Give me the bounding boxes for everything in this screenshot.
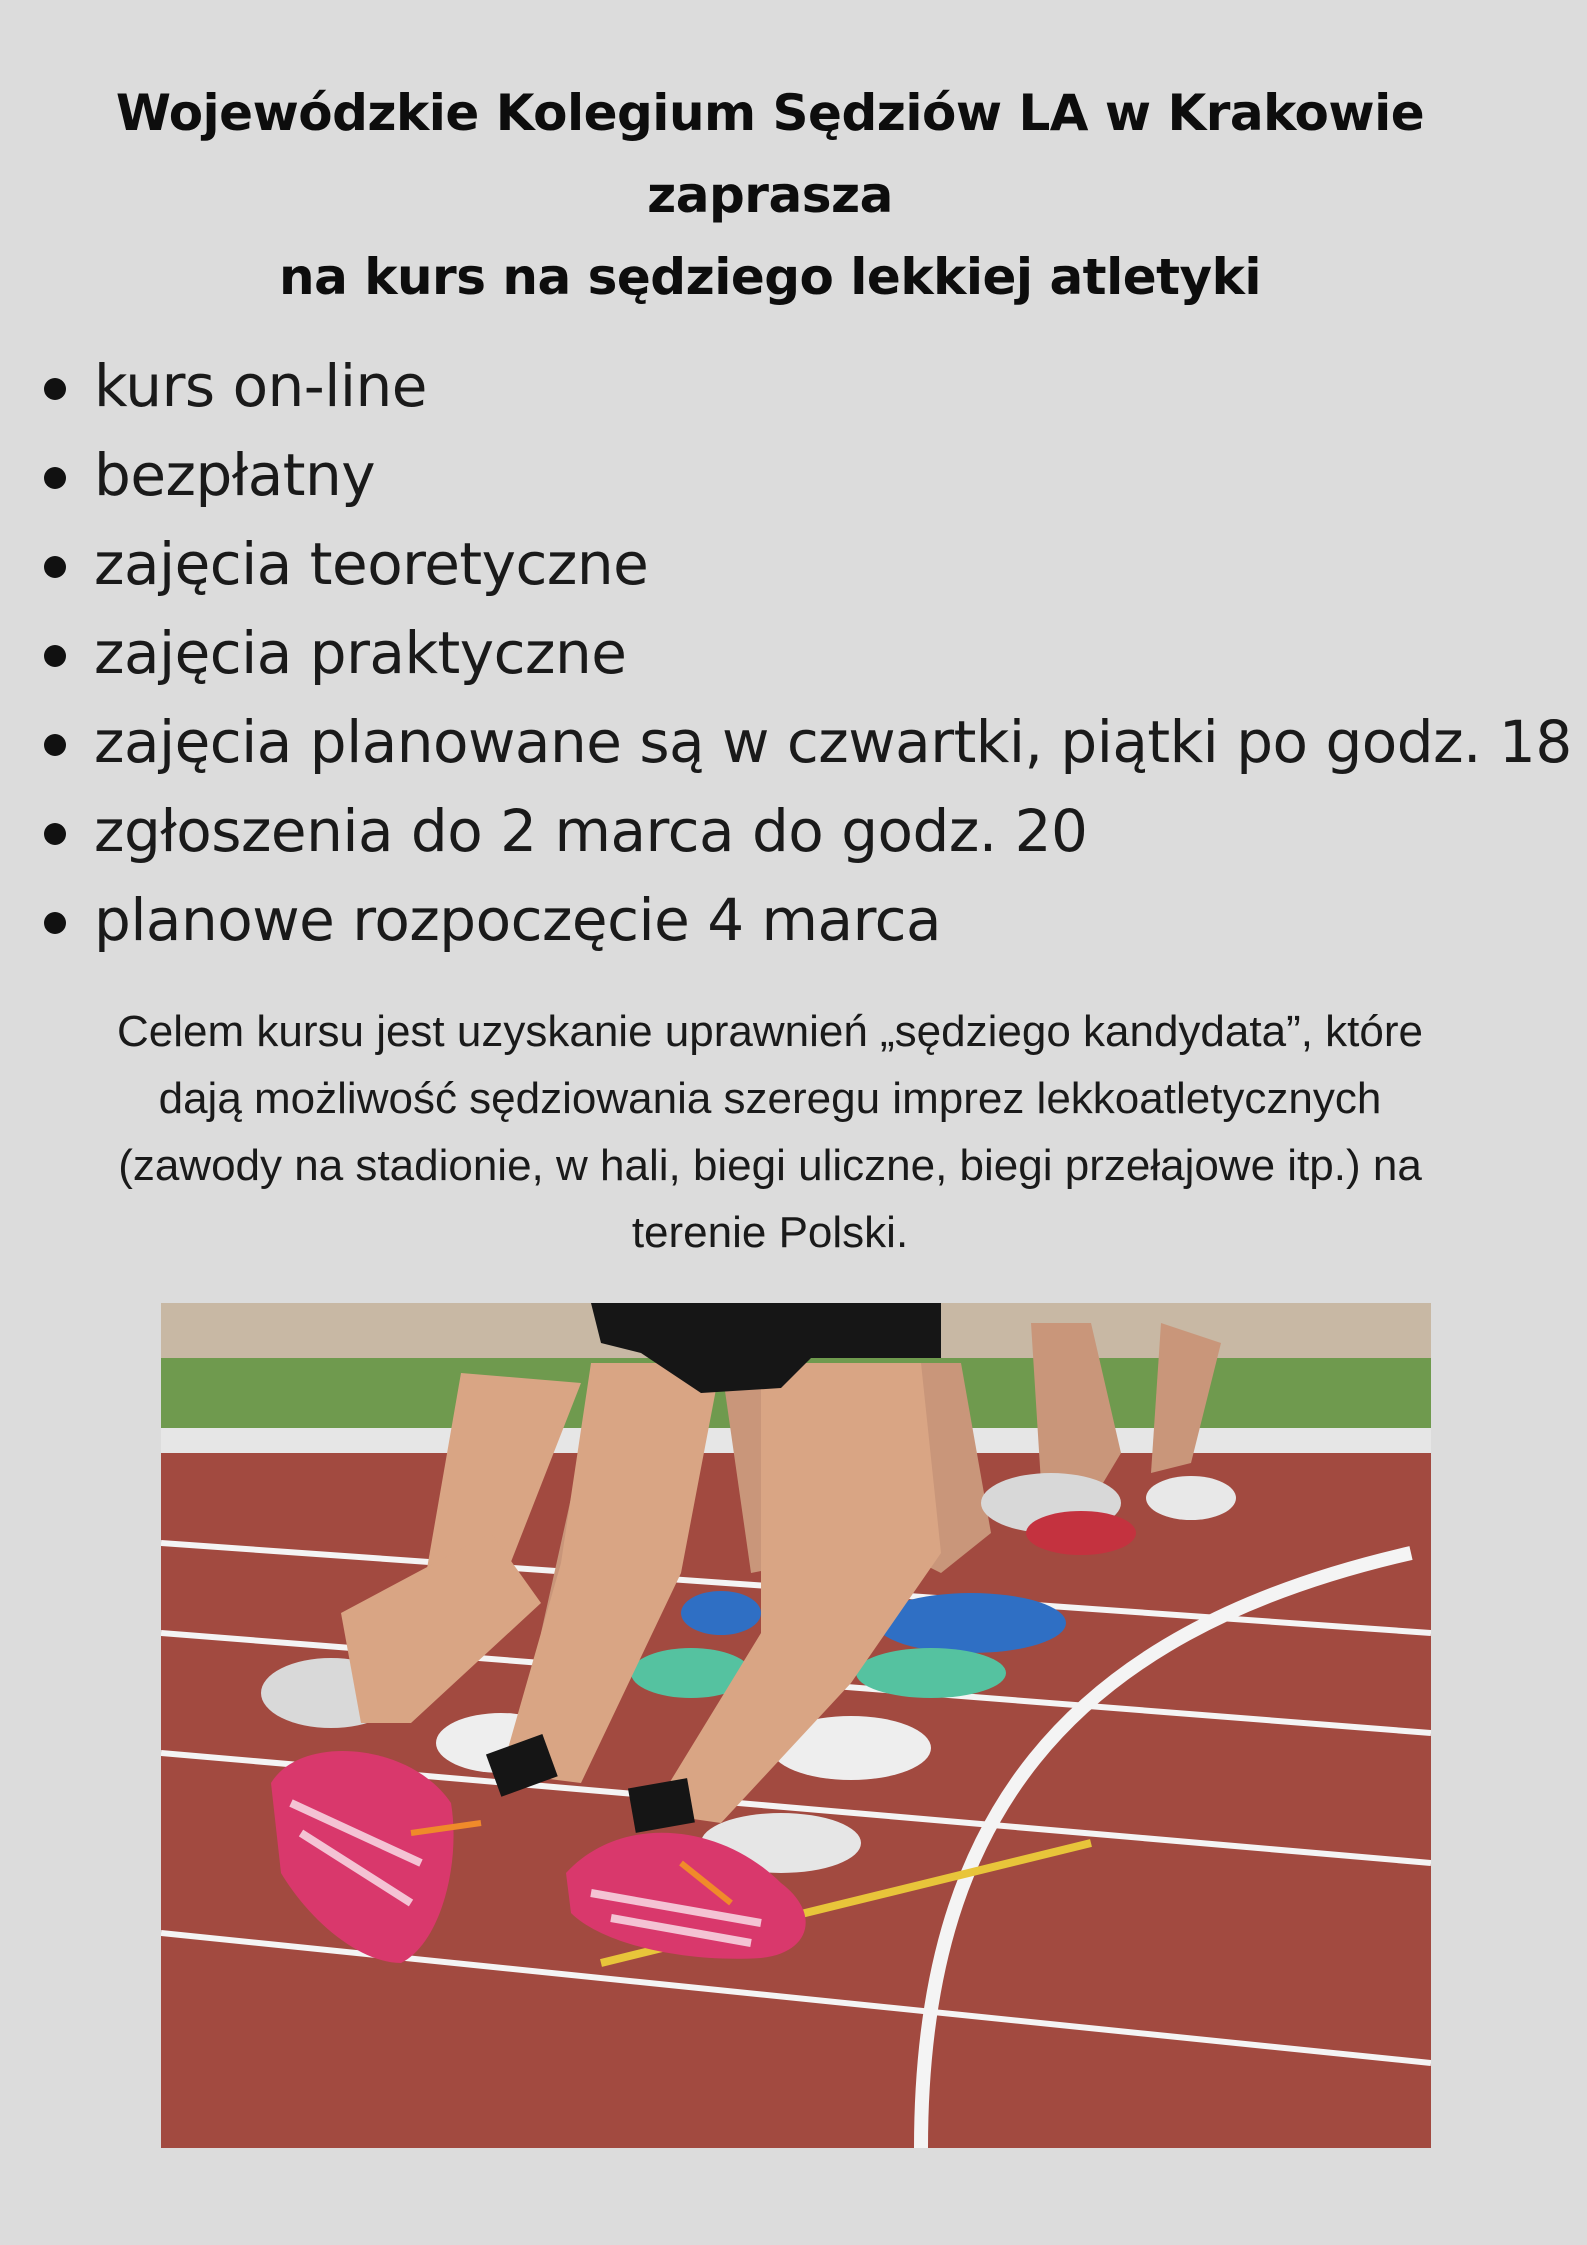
list-item — [36, 342, 1572, 431]
description-line: Celem kursu jest uzyskanie uprawnień „sędziego kandydata”, które — [117, 1007, 1423, 1056]
course-description — [0, 998, 1540, 1266]
list-item-text: kurs on-line — [94, 352, 427, 420]
feature-list — [36, 342, 1572, 965]
list-item-text: zgłoszenia do 2 marca do godz. 20 — [94, 797, 1088, 865]
list-item — [36, 609, 1572, 698]
list-item-text: zajęcia planowane są w czwartki, piątki po godz. 18 — [94, 708, 1572, 776]
title-line-course: na kurs na sędziego lekkiej atletyki — [278, 248, 1262, 306]
list-item-text: planowe rozpoczęcie 4 marca — [94, 886, 942, 954]
bullet-icon — [44, 823, 66, 845]
list-item — [36, 698, 1572, 787]
list-item-text: zajęcia teoretyczne — [94, 530, 649, 598]
list-item-text: bezpłatny — [94, 441, 376, 509]
bullet-icon — [44, 556, 66, 578]
list-item — [36, 520, 1572, 609]
title-line-organization: Wojewódzkie Kolegium Sędziów LA w Krakowie — [115, 84, 1425, 142]
bullet-icon — [44, 378, 66, 400]
description-line: terenie Polski. — [631, 1208, 909, 1257]
bullet-icon — [44, 467, 66, 489]
list-item-text: zajęcia praktyczne — [94, 619, 627, 687]
poster-title — [0, 72, 1540, 318]
list-item — [36, 787, 1572, 876]
title-line-invites: zaprasza — [647, 166, 893, 224]
list-item — [36, 876, 1572, 965]
running-track-illustration — [161, 1303, 1431, 2148]
bullet-icon — [44, 645, 66, 667]
runners-photo — [161, 1303, 1431, 2148]
description-line: dają możliwość sędziowania szeregu imprez lekkoatletycznych — [158, 1074, 1382, 1123]
list-item — [36, 431, 1572, 520]
description-line: (zawody na stadionie, w hali, biegi uliczne, biegi przełajowe itp.) na — [118, 1141, 1422, 1190]
bullet-icon — [44, 912, 66, 934]
bullet-icon — [44, 734, 66, 756]
